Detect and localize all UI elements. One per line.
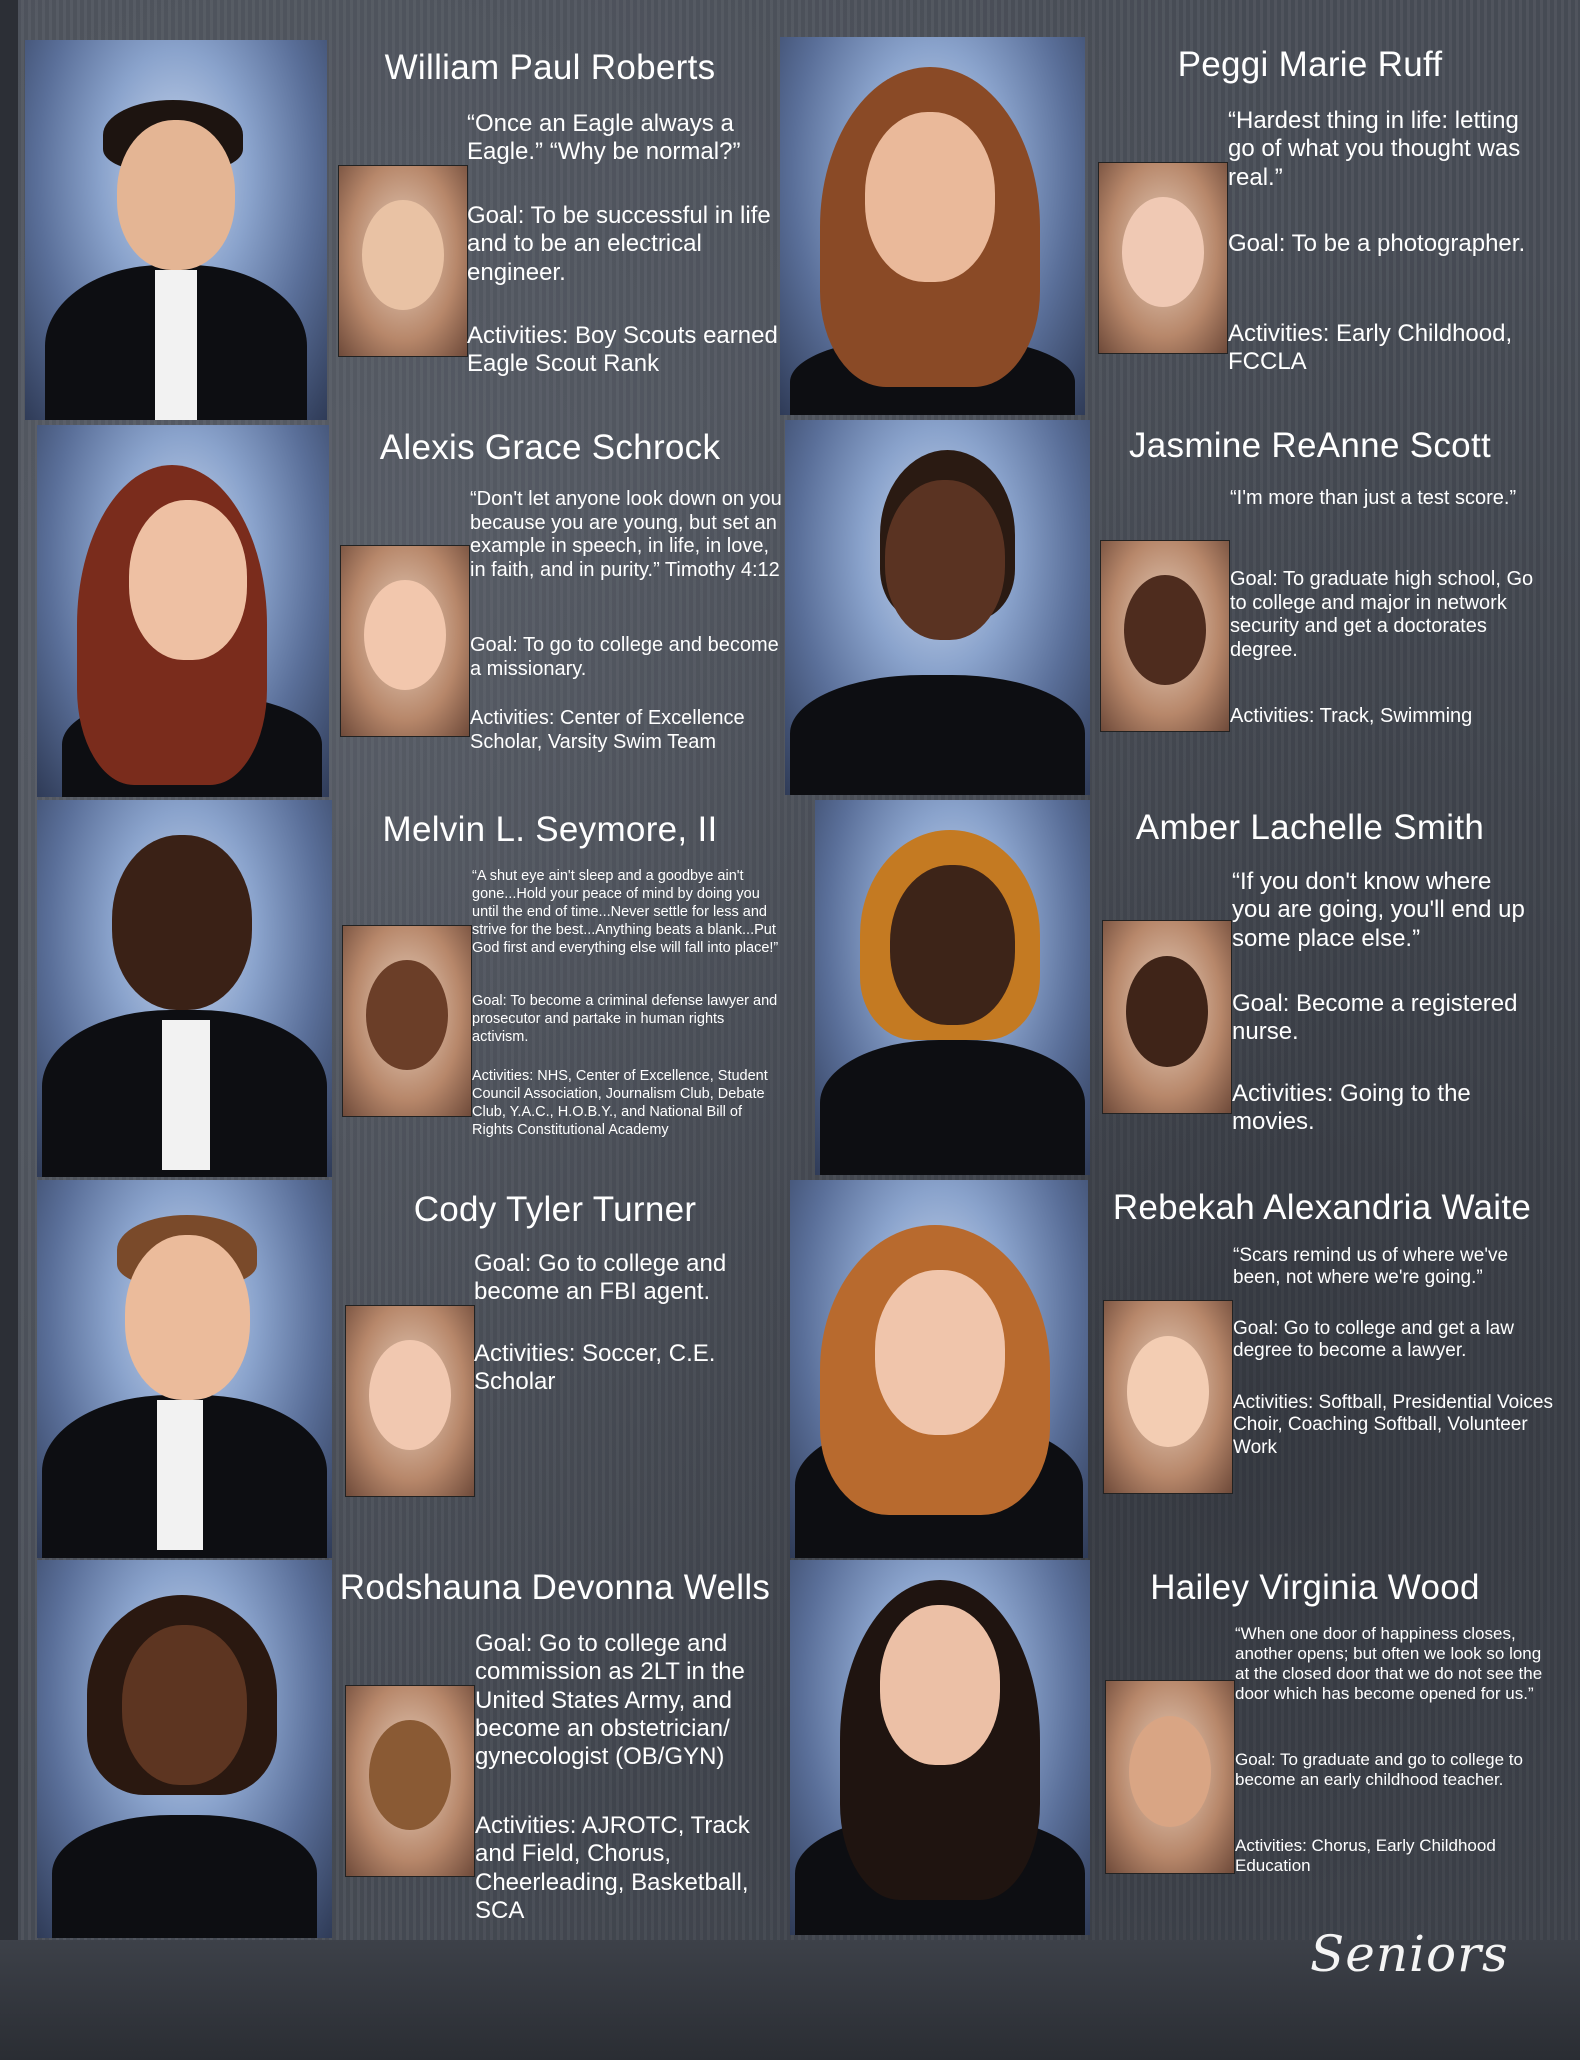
- senior-portrait: [815, 800, 1090, 1175]
- student-goal: Goal: To be a photographer.: [1228, 230, 1526, 257]
- student-name: Hailey Virginia Wood: [1150, 1568, 1480, 1607]
- student-name: William Paul Roberts: [384, 48, 716, 87]
- student-name: Rebekah Alexandria Waite: [1112, 1188, 1532, 1227]
- student-quote: “I'm more than just a test score.”: [1230, 487, 1517, 509]
- student-quote: “Scars remind us of where we've been, not where we're going.”: [1233, 1245, 1509, 1289]
- student-name: Rodshauna Devonna Wells: [339, 1568, 771, 1607]
- student-goal: Goal: To go to college and become a missionary.: [470, 634, 779, 680]
- baby-photo: [338, 165, 468, 357]
- baby-photo: [1098, 162, 1228, 354]
- student-goal: Goal: To be successful in life and to be an electrical engineer.: [467, 202, 771, 286]
- student-quote: “If you don't know where you are going, you'll end up some place else.”: [1232, 868, 1525, 952]
- student-activities: Activities: Going to the movies.: [1232, 1080, 1471, 1136]
- student-activities: Activities: Center of Excellence Scholar, Varsity Swim Team: [470, 707, 745, 753]
- student-quote: “Hardest thing in life: letting go of what you thought was real.”: [1228, 107, 1521, 191]
- student-goal: Goal: Go to college and become an FBI agent.: [474, 1250, 727, 1306]
- student-activities: Activities: NHS, Center of Excellence, Student Council Association, Journalism Club, Debate Club, Y.A.C., H.O.B.Y., and National Bill of Rights Constitutional Academy: [472, 1068, 768, 1138]
- student-goal: Goal: To graduate high school, Go to college and major in network security and get a doctorates degree.: [1230, 568, 1534, 661]
- student-name: Jasmine ReAnne Scott: [1128, 426, 1491, 465]
- student-goal: Goal: Go to college and commission as 2LT in the United States Army, and become an obstetrician/ gynecologist (OB/GYN): [475, 1630, 745, 1771]
- senior-portrait: [37, 800, 332, 1177]
- senior-portrait: [37, 425, 329, 797]
- student-activities: Activities: Early Childhood, FCCLA: [1228, 320, 1513, 376]
- student-goal: Goal: Become a registered nurse.: [1232, 990, 1518, 1046]
- student-activities: Activities: Boy Scouts earned Eagle Scout Rank: [467, 322, 778, 378]
- student-activities: Activities: Softball, Presidential Voices Choir, Coaching Softball, Volunteer Work: [1233, 1392, 1553, 1458]
- student-name: Alexis Grace Schrock: [379, 428, 721, 467]
- baby-photo: [1105, 1680, 1235, 1874]
- student-activities: Activities: AJROTC, Track and Field, Chorus, Cheerleading, Basketball, SCA: [475, 1812, 750, 1924]
- student-goal: Goal: Go to college and get a law degree to become a lawyer.: [1233, 1318, 1514, 1362]
- student-quote: “When one door of happiness closes, another opens; but often we look so long at the closed door that we do not see the door which has become opened for us.”: [1235, 1624, 1543, 1704]
- student-activities: Activities: Track, Swimming: [1230, 705, 1473, 727]
- page-edge: [0, 0, 18, 2060]
- student-name: Peggi Marie Ruff: [1177, 45, 1443, 84]
- baby-photo: [1100, 540, 1230, 732]
- senior-portrait: [25, 40, 327, 420]
- baby-photo: [340, 545, 470, 737]
- baby-photo: [345, 1305, 475, 1497]
- page-label-seniors: Seniors: [1310, 1925, 1509, 1983]
- student-name: Amber Lachelle Smith: [1135, 808, 1485, 847]
- senior-portrait: [37, 1560, 332, 1938]
- senior-portrait: [780, 37, 1085, 415]
- senior-portrait: [790, 1180, 1088, 1558]
- senior-portrait: [790, 1560, 1090, 1935]
- student-name: Melvin L. Seymore, II: [382, 810, 718, 849]
- student-activities: Activities: Soccer, C.E. Scholar: [474, 1340, 716, 1396]
- student-goal: Goal: To become a criminal defense lawyer and prosecutor and partake in human rights activism.: [472, 993, 778, 1045]
- student-quote: “Once an Eagle always a Eagle.” “Why be normal?”: [467, 110, 741, 166]
- student-goal: Goal: To graduate and go to college to become an early childhood teacher.: [1235, 1750, 1523, 1790]
- student-name: Cody Tyler Turner: [413, 1190, 697, 1229]
- baby-photo: [1102, 920, 1232, 1114]
- student-activities: Activities: Chorus, Early Childhood Education: [1235, 1836, 1496, 1876]
- baby-photo: [1103, 1300, 1233, 1494]
- baby-photo: [345, 1685, 475, 1877]
- senior-portrait: [37, 1180, 332, 1558]
- baby-photo: [342, 925, 472, 1117]
- student-quote: “A shut eye ain't sleep and a goodbye ain't gone...Hold your peace of mind by doing you until the end of time...Never settle for less and strive for the best...Anything beats a blank...Put God first and everything else will fall into place!”: [472, 868, 779, 956]
- student-quote: “Don't let anyone look down on you because you are young, but set an example in speech, in life, in love, in faith, and in purity.” Timothy 4:12: [470, 488, 782, 581]
- senior-portrait: [785, 420, 1090, 795]
